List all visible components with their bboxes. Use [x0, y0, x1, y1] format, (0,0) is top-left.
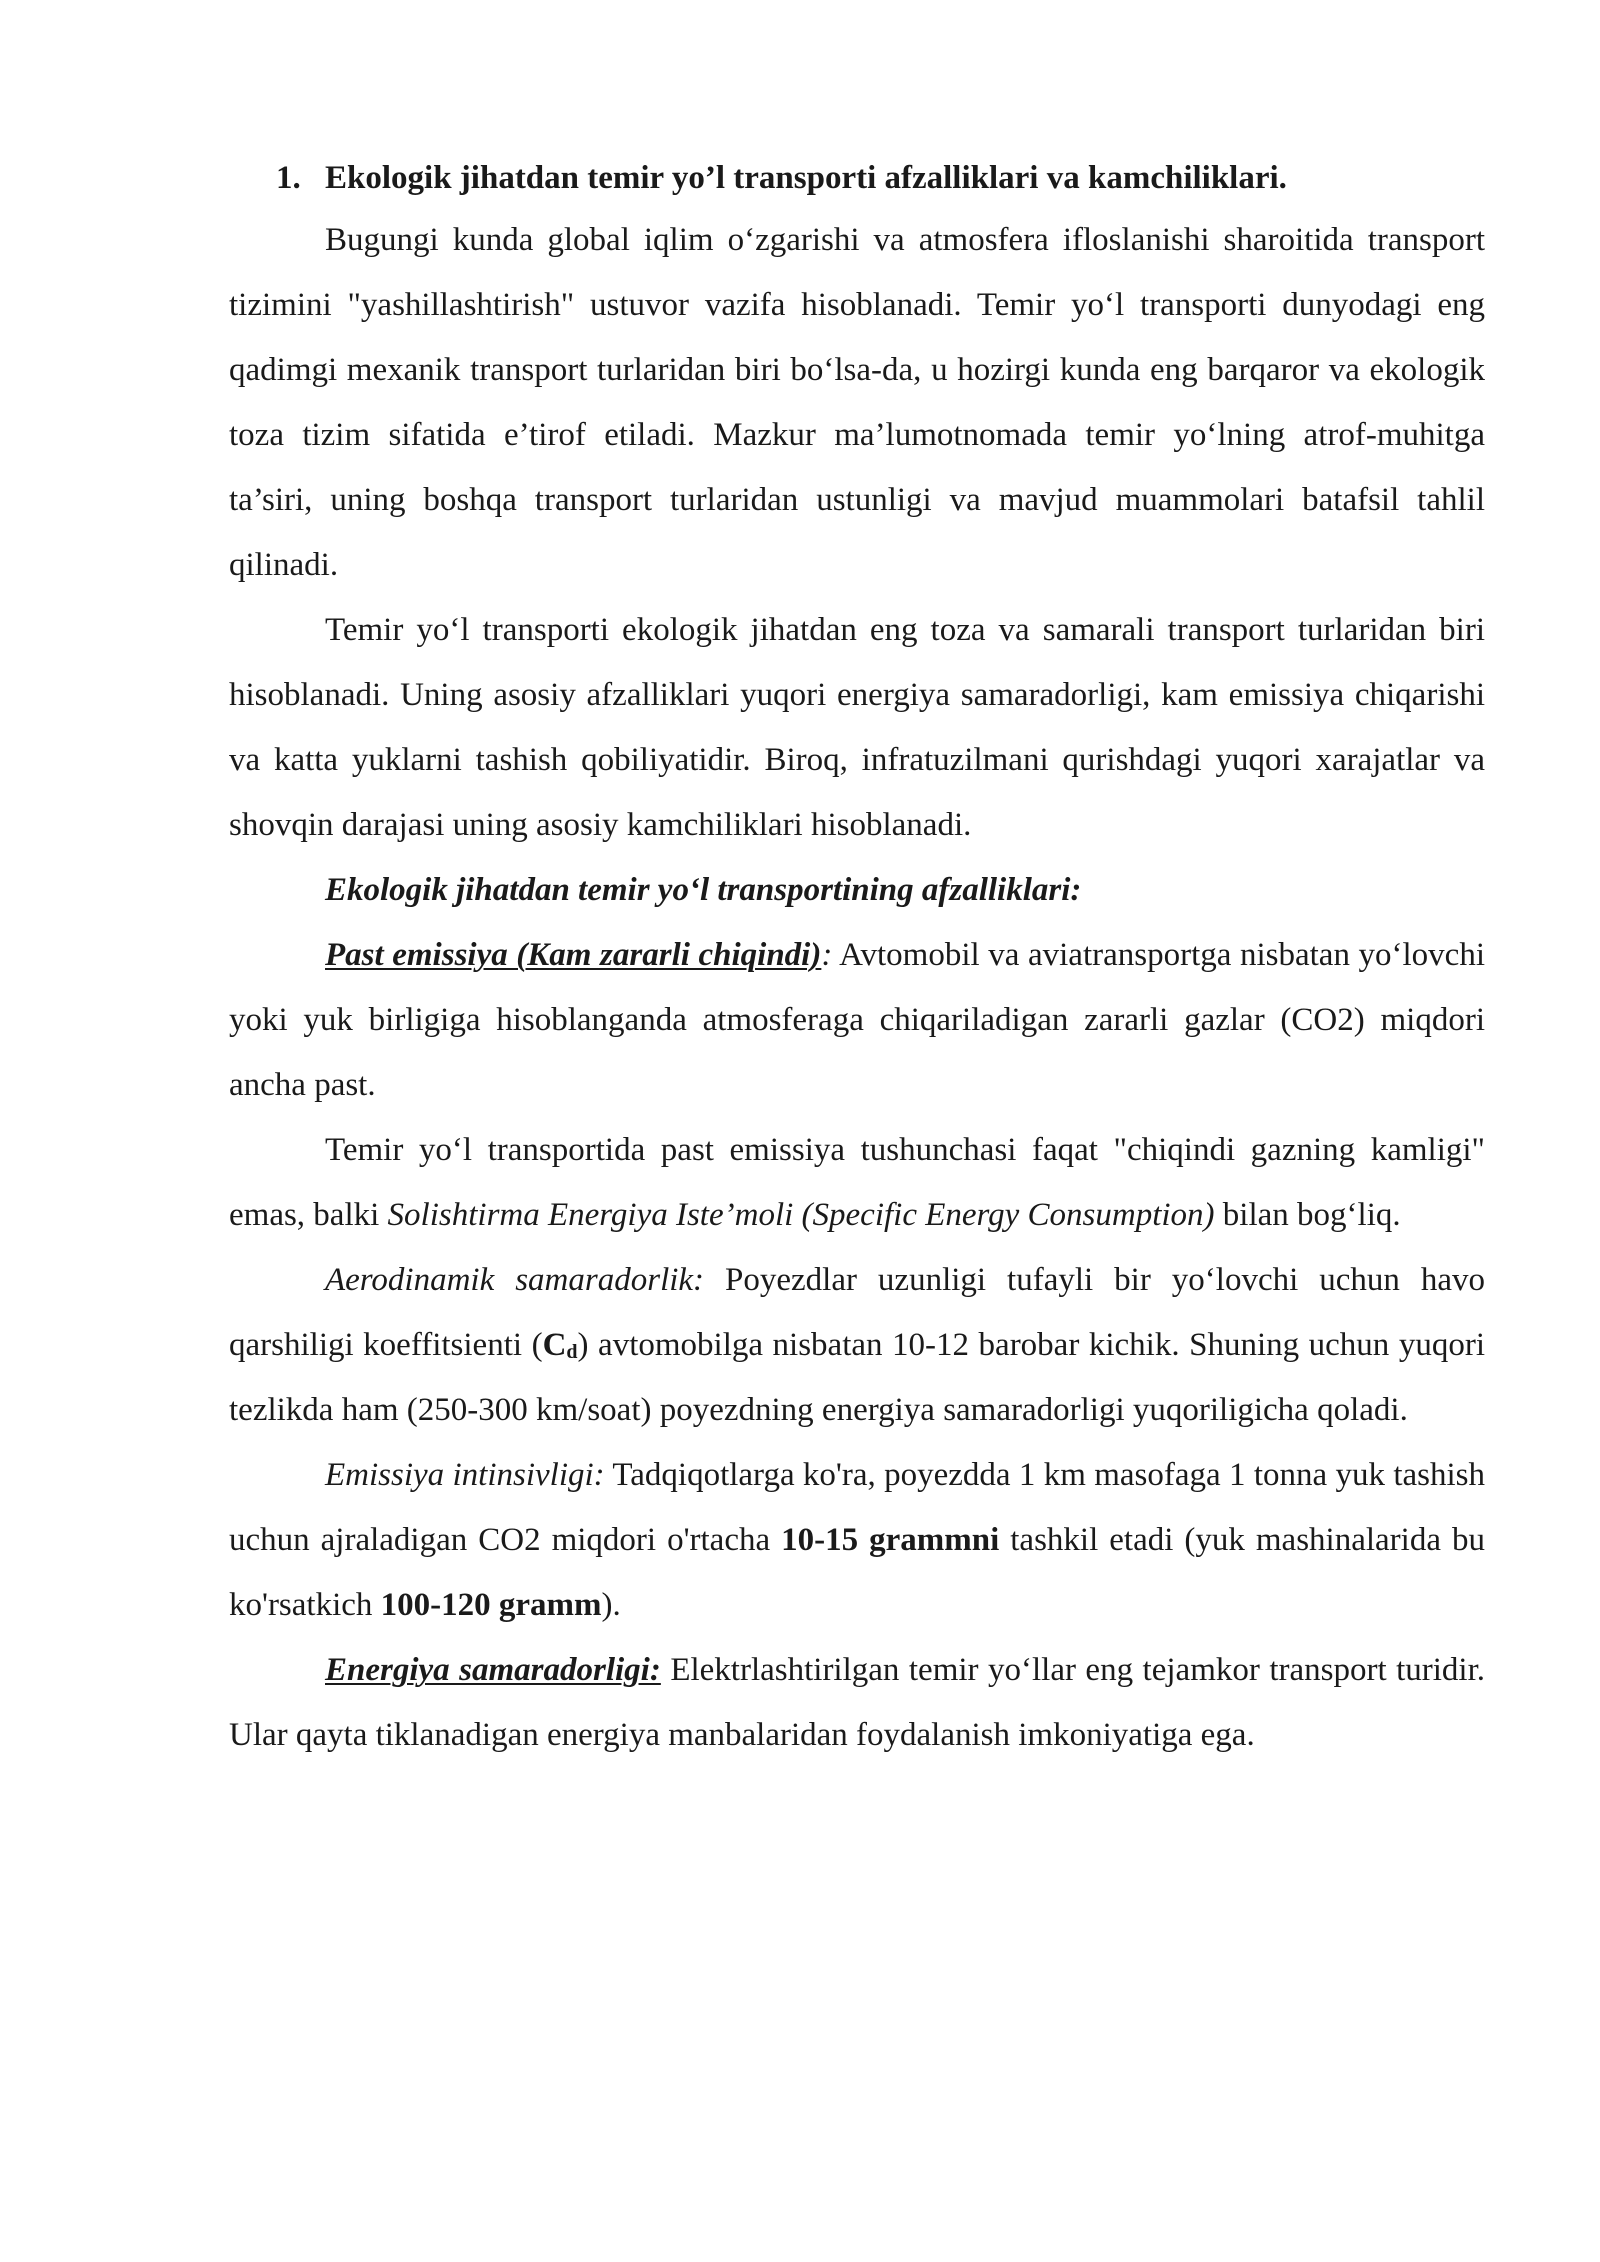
intro-paragraph: Bugungi kunda global iqlim o‘zgarishi va atmosfera ifloslanishi sharoitida transport tizimini "yashillashtirish" ustuvor vazifa hisoblanadi. Temir yo‘l transporti dunyodagi eng qadimgi mexanik transport turlaridan biri bo‘lsa-da, u hozirgi kunda eng barqaror va ekologik toza tizim sifatida e’tirof etiladi. Mazkur ma’lumotnomada temir yo‘lning atrof-muhitga ta’siri, uning boshqa transport turlaridan ustunligi va mavjud muammolari batafsil tahlil qilinadi.	[229, 222, 1485, 583]
emission-train-value: 10-15 grammni	[781, 1522, 1000, 1558]
document-content	[229, 148, 1485, 1768]
aerodynamic-text-after: ) avtomobilga nisbatan 10-12 barobar kichik. Shuning uchun yuqori tezlikda ham (250-300 km/soat) poyezdning energiya samaradorligi yuqoriligicha qoladi.	[229, 1327, 1485, 1428]
specific-energy-text-before: Temir yo‘l transportida past emissiya tushunchasi faqat "chiqindi gazning kamligi" emas, balki	[229, 1132, 1485, 1233]
emission-intensity-term: Emissiya intinsivligi:	[325, 1457, 605, 1493]
advantages-subtitle: Ekologik jihatdan temir yo‘l transportining afzalliklari:	[325, 872, 1082, 908]
past-emissiya-paragraph	[229, 923, 1485, 1118]
past-emissiya-text: Avtomobil va aviatransportga nisbatan yo‘lovchi yoki yuk birligiga hisoblanganda atmosferaga chiqariladigan zararli gazlar (CO2) miqdori ancha past.	[229, 937, 1485, 1103]
section-heading	[229, 148, 1485, 208]
aerodynamic-text-before: Poyezdlar uzunligi tufayli bir yo‘lovchi uchun havo qarshiligi koeffitsienti (	[229, 1262, 1485, 1363]
drag-coefficient-subscript: d	[566, 1341, 578, 1363]
energy-efficiency-text: Elektrlashtirilgan temir yo‘llar eng tejamkor transport turidir. Ular qayta tiklanadigan energiya manbalaridan foydalanish imkoniyatiga ega.	[229, 1652, 1486, 1753]
specific-energy-term: Solishtirma Energiya Iste’moli (Specific Energy Consumption)	[387, 1197, 1215, 1233]
emission-intensity-text-middle: tashkil etadi (yuk mashinalarida bu ko'rsatkich	[229, 1522, 1485, 1623]
past-emissiya-colon: :	[821, 937, 833, 973]
specific-energy-text-after: bilan bog‘liq.	[1214, 1197, 1401, 1233]
aerodynamic-term: Aerodinamik samaradorlik:	[325, 1262, 705, 1298]
emission-intensity-text-after: ).	[601, 1587, 621, 1623]
energy-efficiency-term: Energiya samaradorligi:	[325, 1652, 661, 1688]
section-number: 1.	[276, 160, 301, 196]
overview-paragraph: Temir yo‘l transporti ekologik jihatdan eng toza va samarali transport turlaridan biri hisoblanadi. Uning asosiy afzalliklari yuqori energiya samaradorligi, kam emissiya chiqarishi va katta yuklarni tashish qobiliyatidir. Biroq, infratuzilmani qurishdagi yuqori xarajatlar va shovqin darajasi uning asosiy kamchiliklari hisoblanadi.	[229, 612, 1485, 843]
aerodynamic-paragraph	[229, 1248, 1485, 1443]
specific-energy-paragraph	[229, 1118, 1485, 1248]
past-emissiya-term: Past emissiya (Kam zararli chiqindi)	[325, 937, 822, 973]
emission-intensity-text-before: Tadqiqotlarga ko'ra, poyezdda 1 km masofaga 1 tonna yuk tashish uchun ajraladigan CO2 miqdori o'rtacha	[229, 1457, 1485, 1558]
emission-intensity-paragraph	[229, 1443, 1485, 1638]
emission-truck-value: 100-120 gramm	[380, 1587, 602, 1623]
drag-coefficient-symbol: C	[542, 1327, 567, 1363]
section-title: Ekologik jihatdan temir yo’l transporti afzalliklari va kamchiliklari.	[325, 160, 1287, 196]
energy-efficiency-paragraph	[229, 1638, 1485, 1768]
